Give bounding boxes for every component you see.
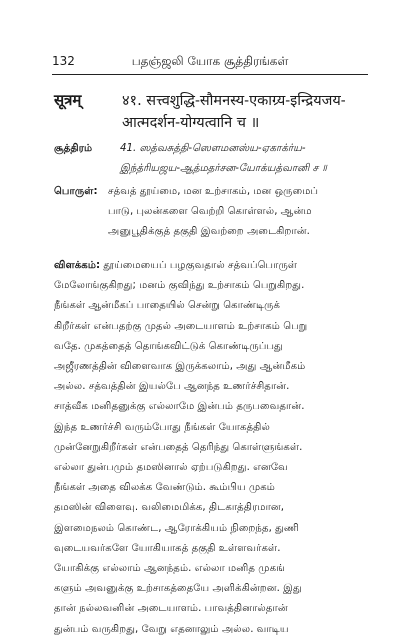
- explanation-line: யோகிக்கு எல்லாம் ஆனந்தம். எல்லா மனித முகங்: [54, 563, 286, 575]
- explanation-line: இளமைநலம் கொண்ட, ஆரோக்கியம் நிறைந்த, துணி: [54, 522, 300, 534]
- explanation-line: வுடையவர்களே யோகியாகத் தகுதி உள்ளவர்கள்.: [54, 542, 281, 554]
- explanation-line: தான் நல்லவனின் அடையாளம். பாவத்தினால்தான்: [54, 603, 288, 615]
- transliteration-text: 41. ஸத்வசுத்தி-ஸௌமனஸ்ய-ஏகாக்ர்ய- இந்த்ரியஜய-ஆத்மதர்சன-யோக்யத்வானி ச ॥: [120, 143, 327, 174]
- meaning-text: சத்வத் தூய்மை, மன உற்சாகம், மன ஒருமைப் பாடு, புலன்களை வெற்றி கொள்ளல், ஆன்ம அனுபூதிக்குத் தகுதி இவற்றை அடைகிறான்.: [108, 186, 319, 237]
- explanation-line: வதே. முகத்தைத் தொங்கவிட்டுக் கொண்டிருப்பது: [54, 340, 283, 352]
- explanation-line: அல்ல. சத்வத்தின் இயல்பே ஆனந்த உணர்ச்சிதான்.: [54, 381, 290, 393]
- meaning-section: [54, 182, 374, 237]
- explanation-line: தமஸின் விளைவு. வலிமைமிக்க, திடகாத்திரமான,: [54, 502, 285, 514]
- explanation-line: கிறீர்கள் என்பதற்கு முதல் அடையாளம் உற்சாகம் பெறு: [54, 320, 308, 332]
- explanation-line: இந்த உணர்ச்சி வரும்போது நீங்கள் யோகத்தில்: [54, 421, 270, 433]
- explanation-line: எல்லா துன்பமும் தமஸினால் ஏற்படுகிறது. எனவே: [54, 462, 288, 474]
- tamil-transliteration: [54, 139, 374, 174]
- explanation-line: மேலோங்குகிறது; மனம் குவிந்து உற்சாகம் பெறுகிறது.: [54, 280, 305, 292]
- explanation-line: நீங்கள் ஆன்மீகப் பாதையில் சென்று கொண்டிருக்: [54, 300, 281, 312]
- page-header: [52, 52, 368, 75]
- explanation-line: களும் அவனுக்கு உற்சாகத்தையே அளிக்கின்றன. இது: [54, 583, 302, 595]
- explanation-line: சாத்வீக மனிதனுக்கு எல்லாமே இன்பம் தருபவைதான்.: [54, 401, 305, 413]
- explanation-line-text: தூய்மையைப் பழகுவதால் சத்வப்பொருள்: [100, 260, 298, 271]
- explanation-line: நீங்கள் அதை விலக்க வேண்டும். கூம்பிய முகம்: [54, 482, 275, 494]
- explanation-line: [54, 256, 370, 276]
- sutra-label: सूत्रम्: [54, 91, 82, 109]
- explanation-line: அஜீரணத்தின் விளைவாக இருக்கலாம், அது ஆன்மீகம்: [54, 361, 306, 373]
- meaning-label: பொருள்:: [54, 186, 98, 197]
- running-title: பதஞ்ஜலி யோக சூத்திரங்கள்: [131, 54, 289, 68]
- page-number: 132: [52, 54, 75, 68]
- explanation-line: முன்னேறுகிறீர்கள் என்பதைத் தெரிந்து கொள்ளுங்கள்.: [54, 441, 303, 453]
- explanation-section: [54, 256, 370, 640]
- sutra-text: ४१. सत्त्वशुद्धि-सौमनस्य-एकाग्र्य-इन्द्रियजय- आत्मदर्शन-योग्यत्वानि च ॥: [122, 93, 346, 131]
- transliteration-label: சூத்திரம்: [54, 143, 93, 154]
- explanation-label: விளக்கம்:: [54, 260, 101, 271]
- explanation-line: துன்பம் வருகிறது, வேறு எதனாலும் அல்ல. வாடிய: [54, 623, 289, 635]
